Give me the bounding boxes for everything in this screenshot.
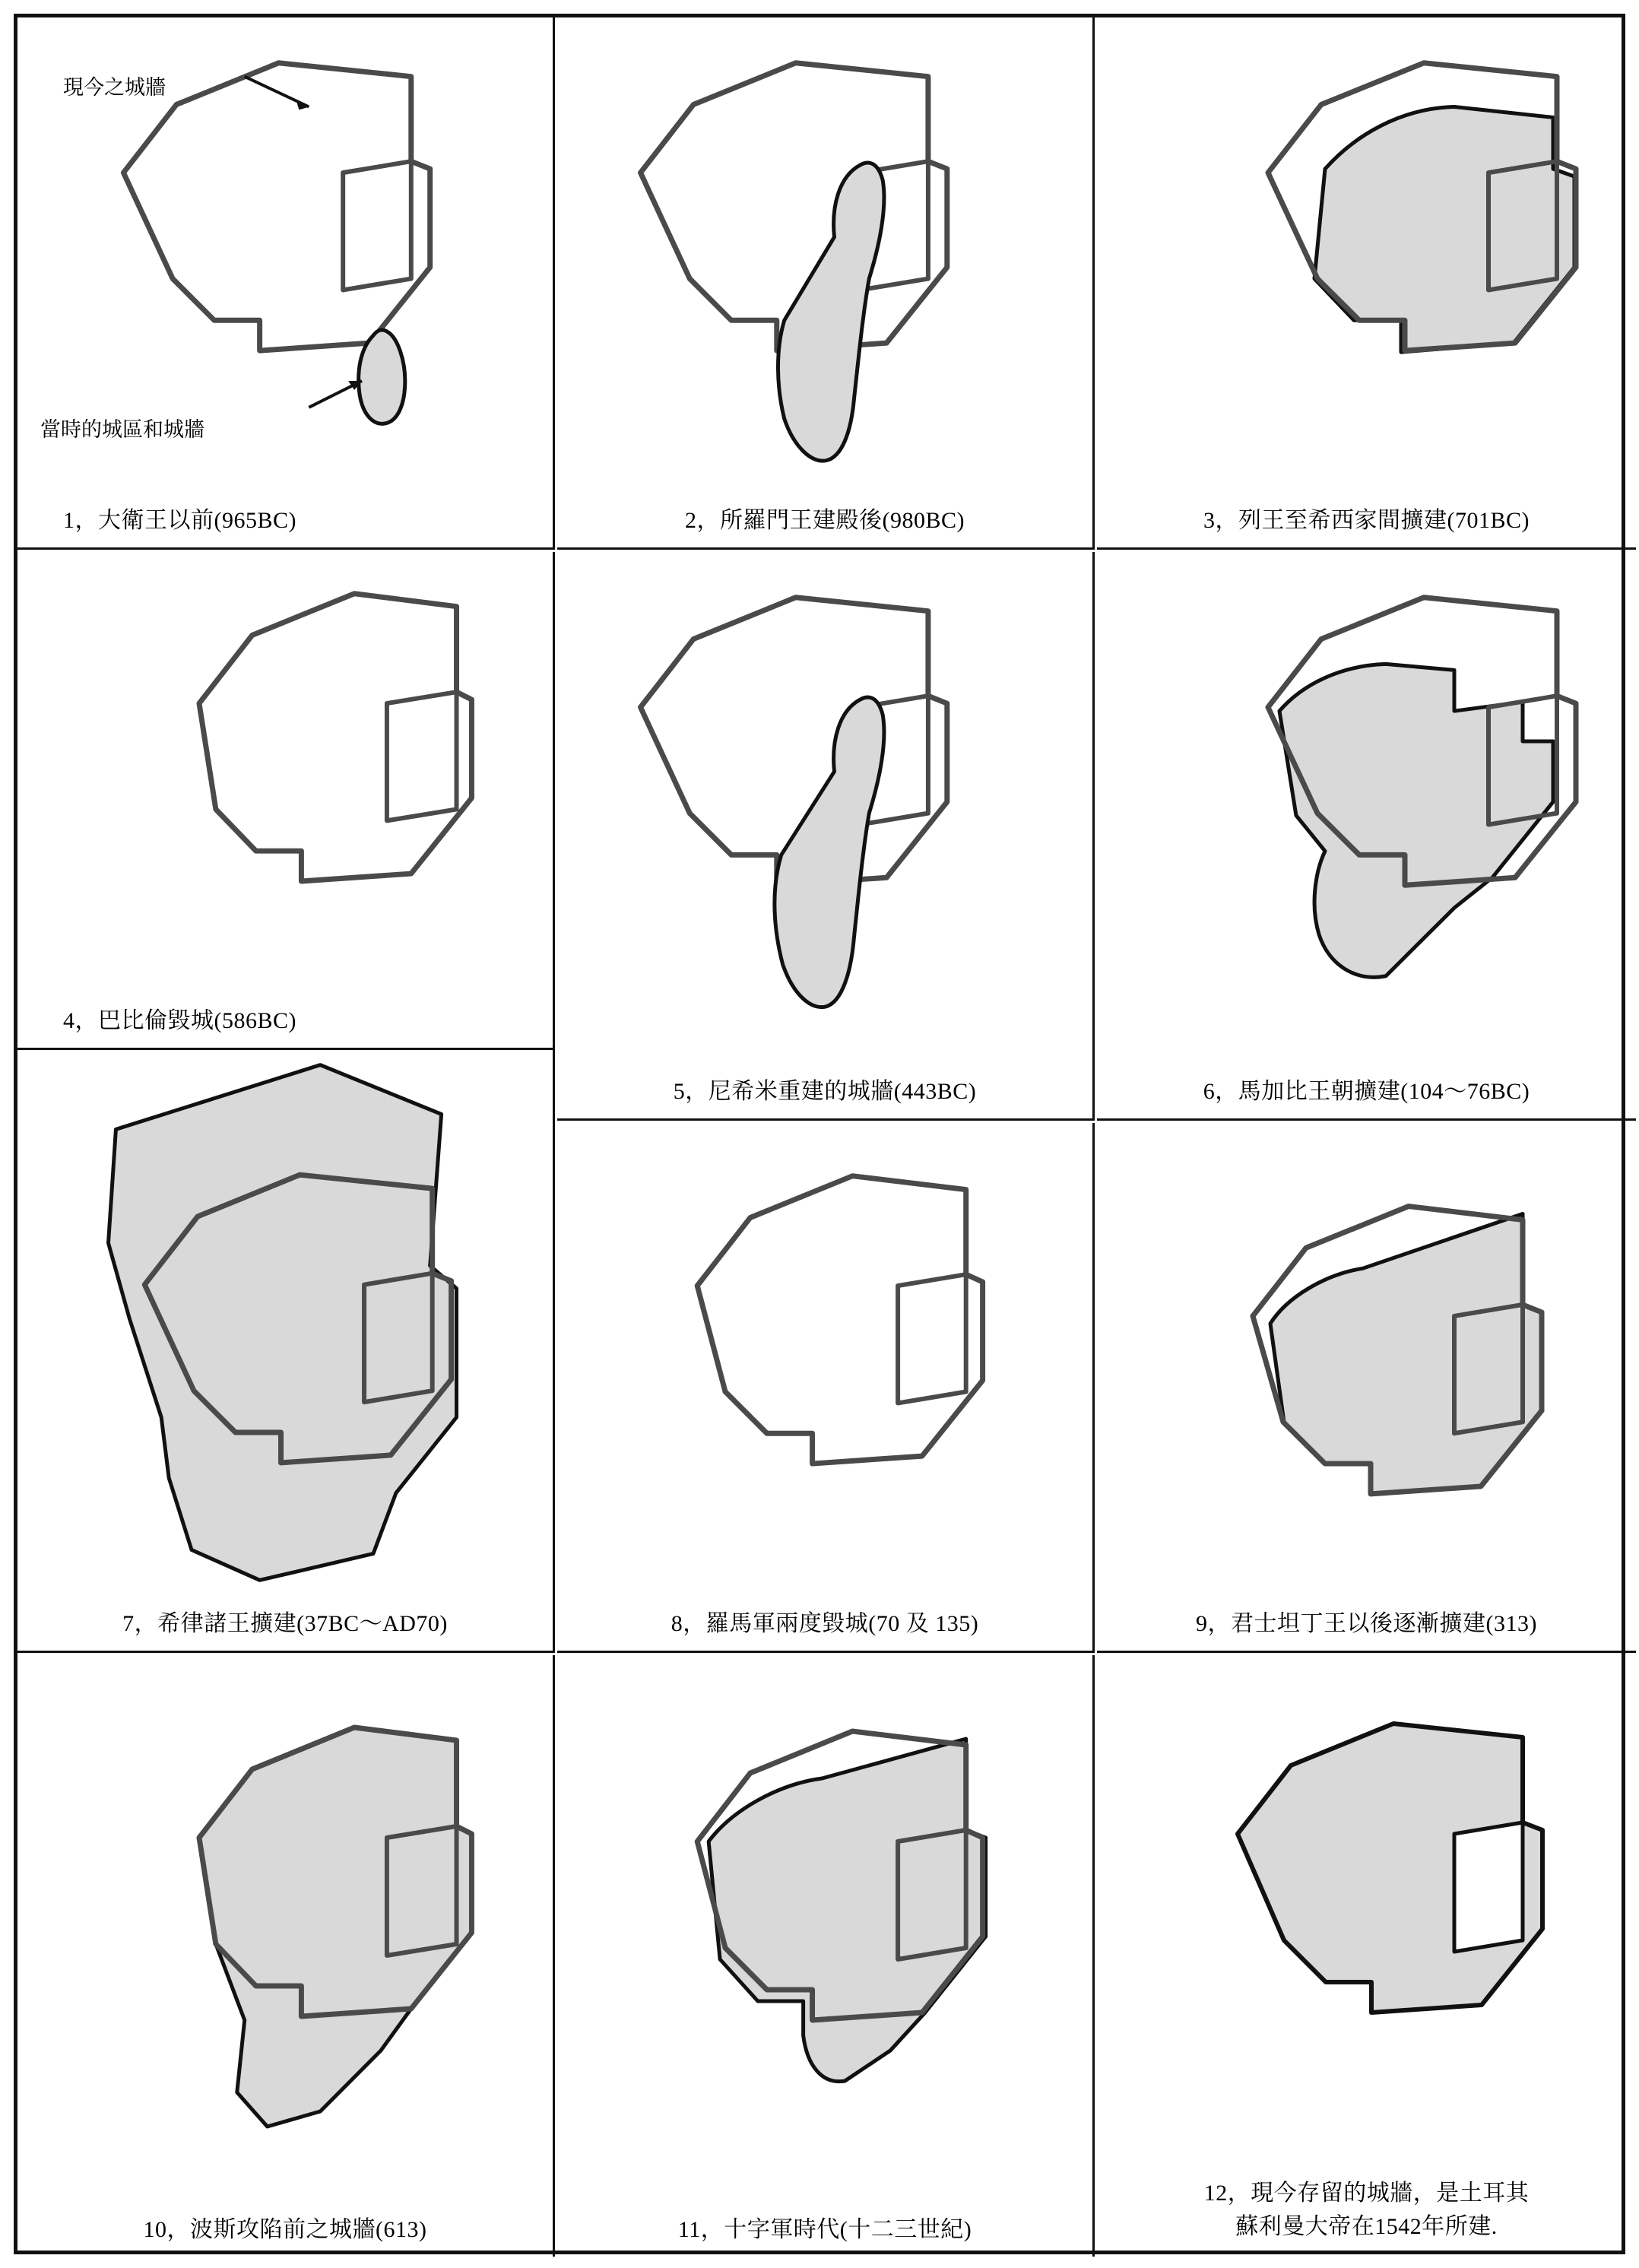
panel-7-caption: 7，希律諸王擴建(37BC～AD70) xyxy=(122,1610,448,1636)
panel-12-caption-line-2: 蘇利曼大帝在1542年所建. xyxy=(1235,2213,1498,2239)
panel-10-map xyxy=(17,1655,553,2257)
panel-8 xyxy=(557,1123,1095,1653)
panel-5-caption: 5，尼希米重建的城牆(443BC) xyxy=(673,1078,977,1104)
panel-3-map xyxy=(1097,17,1636,547)
panel-3-caption: 3，列王至希西家間擴建(701BC) xyxy=(1203,507,1530,533)
panel-2-map xyxy=(557,17,1092,547)
panel-6 xyxy=(1097,552,1636,1121)
panel-4-map xyxy=(17,552,553,1048)
panel-8-caption: 8，羅馬軍兩度毀城(70 及 135) xyxy=(670,1610,979,1636)
panel-11 xyxy=(557,1655,1095,2257)
panel-5-map xyxy=(557,552,1092,1118)
panel-12-caption xyxy=(1097,2177,1636,2243)
panel-6-map xyxy=(1097,552,1636,1118)
panel-12 xyxy=(1097,1655,1636,2257)
panel-3 xyxy=(1097,17,1636,550)
panel-9-map xyxy=(1097,1123,1636,1651)
panel-12-map xyxy=(1097,1655,1636,2257)
panel-5 xyxy=(557,552,1095,1121)
panel-1-caption: 1，大衛王以前(965BC) xyxy=(63,507,296,533)
panel-8-map xyxy=(557,1123,1092,1651)
panel-10-caption: 10，波斯攻陷前之城牆(613) xyxy=(143,2216,427,2242)
annotation-present-wall: 現今之城牆 xyxy=(63,76,166,99)
panel-2-caption: 2，所羅門王建殿後(980BC) xyxy=(685,507,965,533)
panel-7 xyxy=(17,993,555,1653)
panel-11-map xyxy=(557,1655,1092,2257)
panel-6-caption: 6，馬加比王朝擴建(104～76BC) xyxy=(1203,1078,1530,1104)
panel-1 xyxy=(17,17,555,550)
panel-9-caption: 9，君士坦丁王以後逐漸擴建(313) xyxy=(1196,1610,1537,1636)
panel-12-caption-line-1: 12，現今存留的城牆，是土耳其 xyxy=(1203,2181,1530,2206)
panel-10 xyxy=(17,1655,555,2257)
panel-grid xyxy=(17,17,1622,2251)
panel-9 xyxy=(1097,1123,1636,1653)
panel-4 xyxy=(17,552,555,1050)
figure-outer-frame xyxy=(14,14,1625,2254)
panel-7-map xyxy=(17,993,553,1651)
annotation-city-area-of-the-time: 當時的城區和城牆 xyxy=(40,418,204,441)
panel-11-caption: 11，十字軍時代(十二三世紀) xyxy=(677,2216,972,2242)
panel-2 xyxy=(557,17,1095,550)
panel-4-caption: 4，巴比倫毀城(586BC) xyxy=(63,1007,296,1033)
